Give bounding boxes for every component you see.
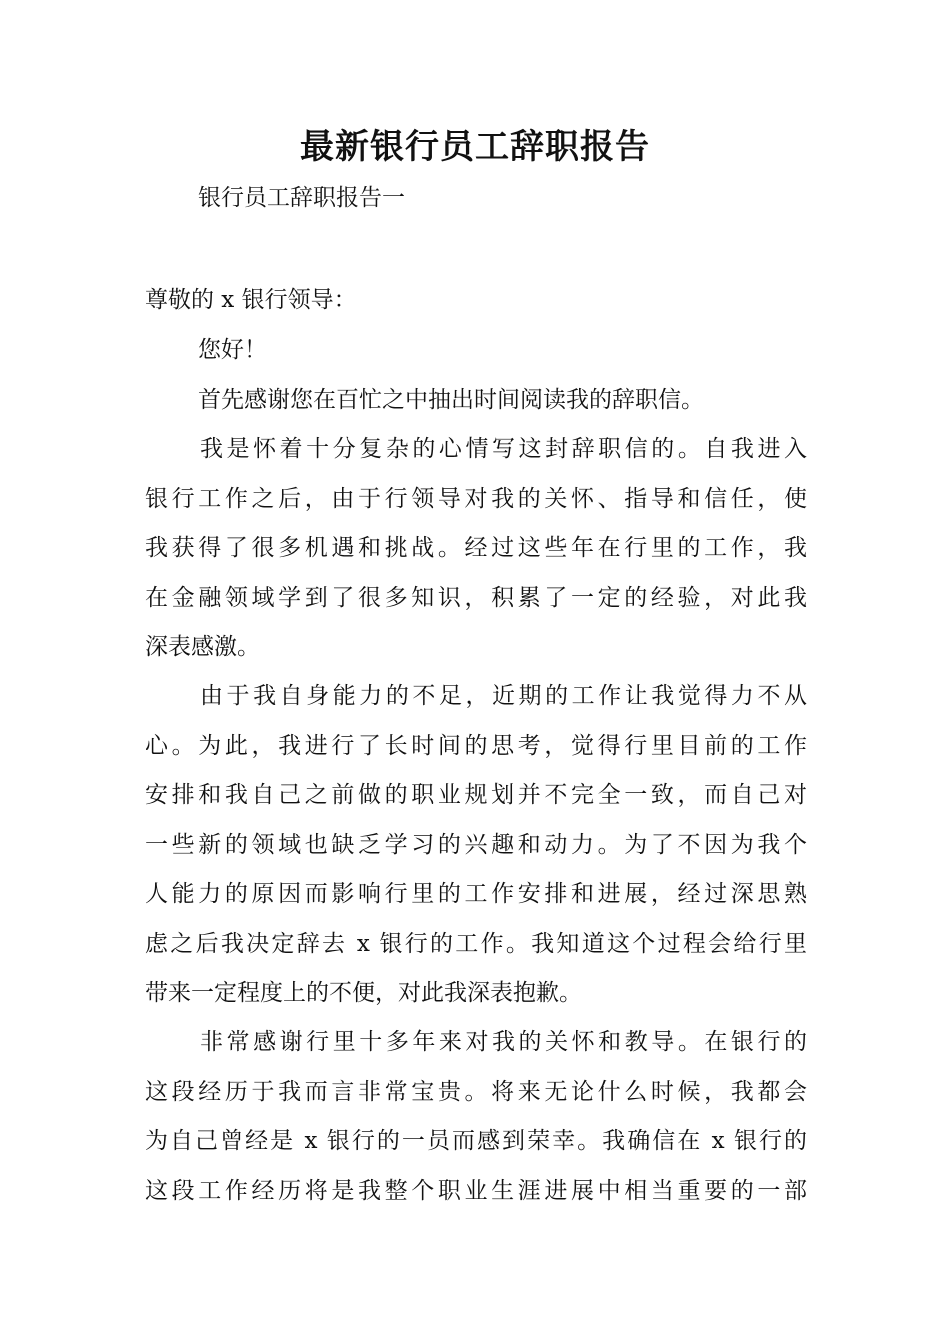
paragraph-line: 带来一定程度上的不便，对此我深表抱歉。 bbox=[145, 980, 582, 1006]
intro-paragraph: 首先感谢您在百忙之中抽出时间阅读我的辞职信。 bbox=[198, 387, 704, 413]
paragraph-line: 心。为此，我进行了长时间的思考，觉得行里目前的工作 bbox=[145, 732, 807, 759]
paragraph-line: 一些新的领域也缺乏学习的兴趣和动力。为了不因为我个 bbox=[145, 831, 807, 858]
document-subtitle: 银行员工辞职报告一 bbox=[198, 185, 405, 211]
body-paragraph-2 bbox=[145, 672, 807, 1019]
paragraph-line: 为自己曾经是 x 银行的一员而感到荣幸。我确信在 x 银行的 bbox=[145, 1128, 807, 1154]
document-title: 最新银行员工辞职报告 bbox=[300, 127, 650, 167]
paragraph-line: 这段工作经历将是我整个职业生涯进展中相当重要的一部 bbox=[145, 1177, 807, 1204]
paragraph-line: 人能力的原因而影响行里的工作安排和进展，经过深思熟 bbox=[145, 881, 807, 907]
paragraph-line: 在金融领域学到了很多知识，积累了一定的经验，对此我 bbox=[145, 584, 807, 611]
paragraph-line: 深表感激。 bbox=[145, 634, 260, 660]
salutation: 尊敬的 x 银行领导： bbox=[145, 287, 357, 313]
paragraph-line: 虑之后我决定辞去 x 银行的工作。我知道这个过程会给行里 bbox=[145, 930, 807, 957]
paragraph-line: 我获得了很多机遇和挑战。经过这些年在行里的工作，我 bbox=[145, 535, 807, 561]
paragraph-line: 安排和我自己之前做的职业规划并不完全一致，而自己对 bbox=[145, 782, 807, 808]
body-paragraph-1 bbox=[145, 425, 807, 673]
body-paragraph-3 bbox=[145, 1018, 807, 1216]
paragraph-line: 这段经历于我而言非常宝贵。将来无论什么时候，我都会 bbox=[145, 1078, 807, 1105]
paragraph-line: 由于我自身能力的不足，近期的工作让我觉得力不从 bbox=[200, 683, 807, 709]
paragraph-line: 银行工作之后，由于行领导对我的关怀、指导和信任，使 bbox=[145, 485, 807, 512]
greeting: 您好！ bbox=[198, 337, 267, 363]
paragraph-line: 我是怀着十分复杂的心情写这封辞职信的。自我进入 bbox=[200, 436, 807, 462]
paragraph-line: 非常感谢行里十多年来对我的关怀和教导。在银行的 bbox=[200, 1029, 807, 1055]
